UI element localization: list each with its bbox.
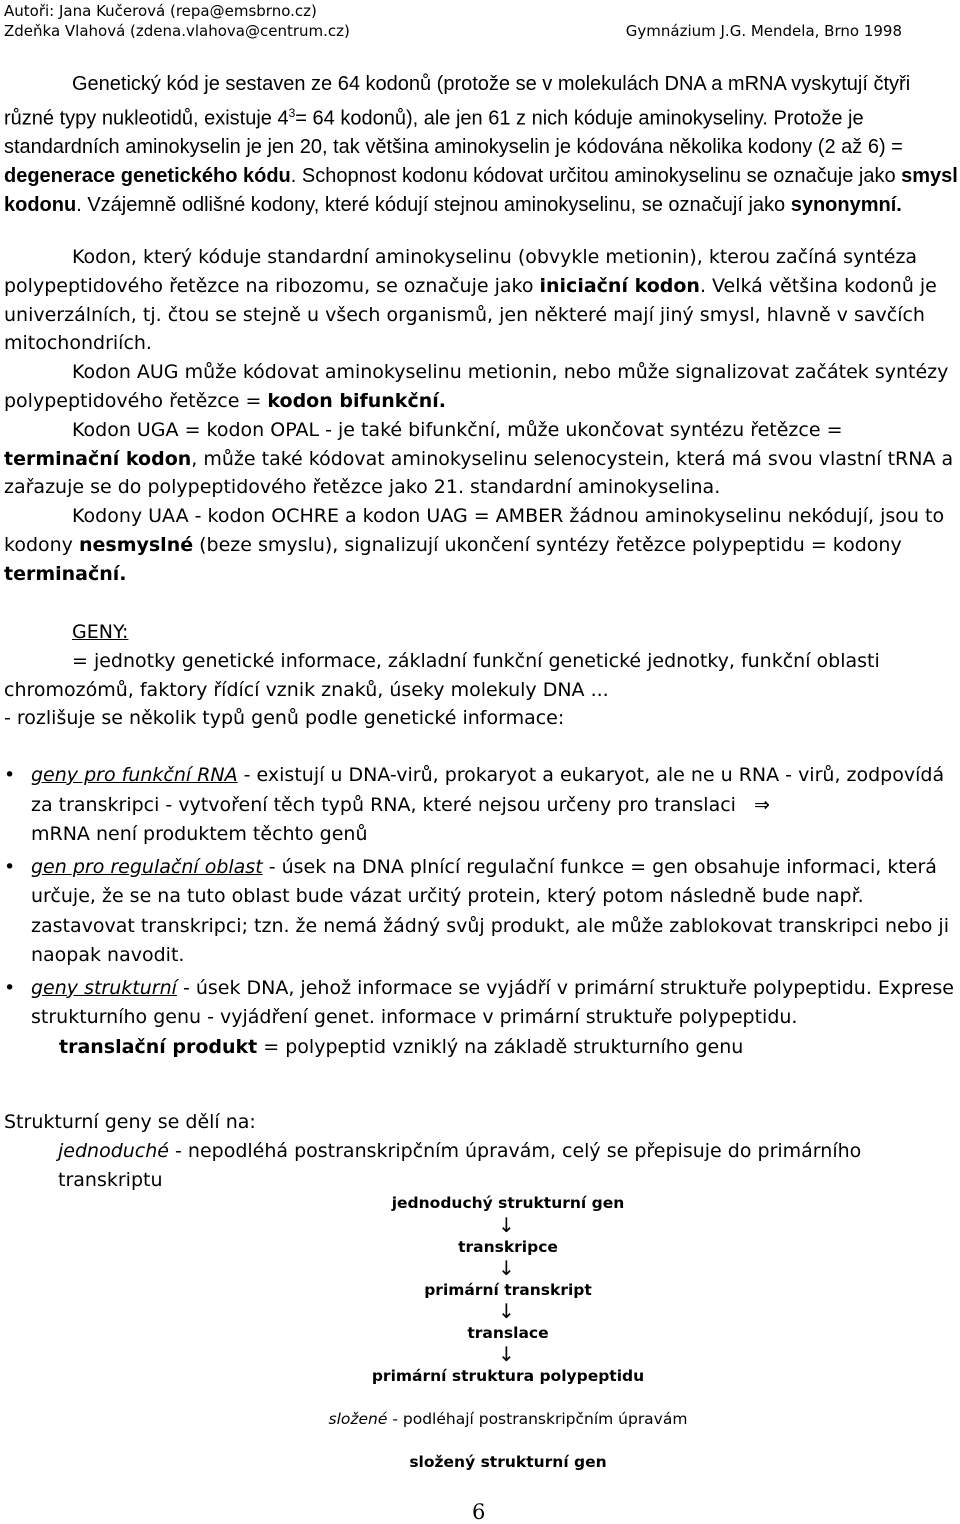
term-complex: složené xyxy=(328,1410,388,1428)
term-synonymous: synonymní. xyxy=(790,193,902,216)
text-run: - podléhají postranskripčním úpravám xyxy=(387,1410,688,1428)
text-run: - nepodléhá postranskripčním úpravám, celý se přepisuje do primárního transkriptu xyxy=(58,1139,862,1191)
term-codon-sense: smysl kodonu xyxy=(4,165,958,216)
term-structural-genes: geny strukturní xyxy=(31,976,177,999)
structural-genes-intro xyxy=(4,1108,958,1194)
paragraph-genetic-code xyxy=(4,70,958,220)
text-run: Kodon, který kóduje standardní aminokyselinu (obvykle metionin), kterou začíná syntéza polypeptidového řetězce na ribozomu, se označuje jako xyxy=(4,246,918,297)
superscript: 3 xyxy=(288,105,296,120)
down-arrow-icon: ↓ xyxy=(498,1342,515,1366)
text-run: = polypeptid vzniklý na základě strukturního genu xyxy=(257,1035,744,1058)
term-simple: jednoduché xyxy=(58,1139,169,1162)
text-run: = 64 kodonů), ale jen 61 z nich kóduje aminokyseliny. Protože je standardních aminokyselin je jen 20, tak většina aminokyselin je kódována několika kodony (2 až 6) = xyxy=(4,107,903,159)
term-initiation-codon: iniciační kodon xyxy=(539,274,700,297)
flow-step-complex-gene: složený strukturní gen xyxy=(409,1453,607,1471)
genes-definition: = jednotky genetické informace, základní funkční genetické jednotky, funkční oblasti chromozómů, faktory řídící vznik znaků, úseky molekuly DNA ... xyxy=(4,649,880,701)
text-run: mRNA není produktem těchto genů xyxy=(31,823,368,845)
genes-types-intro: - rozlišuje se několik typů genů podle genetické informace: xyxy=(4,707,565,730)
implies-arrow-icon: ⇒ xyxy=(754,793,770,816)
author-line-1: Autoři: Jana Kučerová (repa@emsbrno.cz) xyxy=(4,2,317,20)
text-run: , může také kódovat aminokyselinu selenocystein, která má svou vlastní tRNA a zařazuje se do polypeptidového řetězce jako 21. standardní aminokyselina. xyxy=(4,447,954,499)
down-arrow-icon: ↓ xyxy=(498,1256,515,1280)
page-number: 6 xyxy=(472,1500,486,1524)
school-line: Gymnázium J.G. Mendela, Brno 1998 xyxy=(625,22,902,40)
gene-types-list xyxy=(4,761,958,1065)
term-degeneration: degenerace genetického kódu xyxy=(4,165,291,188)
paragraph-initiation xyxy=(4,243,958,358)
term-nonsense: nesmyslné xyxy=(78,533,194,556)
translation-product-line xyxy=(31,1033,743,1063)
structural-intro-text: Strukturní geny se dělí na: xyxy=(4,1111,256,1133)
down-arrow-icon: ↓ xyxy=(498,1213,515,1237)
bullet-icon: • xyxy=(4,764,16,786)
text-run: Kodon UGA = kodon OPAL - je také bifunkční, může ukončovat syntézu řetězce = xyxy=(72,418,843,441)
flow-step-translation: translace xyxy=(467,1324,549,1342)
term-translation-product: translační produkt xyxy=(59,1035,258,1058)
genes-heading xyxy=(4,618,958,647)
bullet-icon: • xyxy=(4,855,16,878)
paragraph-uaa-uag xyxy=(4,502,958,588)
flow-step-gene: jednoduchý strukturní gen xyxy=(391,1194,625,1212)
list-item xyxy=(4,974,958,1063)
term-termination-codon: terminační kodon xyxy=(4,447,192,470)
complex-genes-line xyxy=(0,1410,960,1428)
term-functional-rna-genes: geny pro funkční RNA xyxy=(31,764,238,786)
paragraph-uga xyxy=(4,416,958,502)
text-run: Kodony UAA - kodon OCHRE a kodon UAG = AMBER žádnou aminokyselinu nekódují, jsou to kodony xyxy=(4,505,945,556)
text-run: . Vzájemně odlišné kodony, které kódují stejnou aminokyselinu, se označují jako xyxy=(76,193,791,216)
term-regulatory-gene: gen pro regulační oblast xyxy=(31,855,263,878)
text-run: Kodon AUG může kódovat aminokyselinu metionin, nebo může signalizovat začátek syntézy polypeptidového řetězce = xyxy=(4,361,949,412)
text-run: - úsek na DNA plnící regulační funkce = gen obsahuje informaci, která určuje, že se na tuto oblast bude vázat určitý protein, který potom následně bude např. zastavovat transkripci; tzn. že nemá žádný svůj produkt, ale může zablokovat transkripci nebo ji naopak navodit. xyxy=(31,855,949,966)
heading-text: GENY: xyxy=(72,621,129,643)
author-line-2: Zdeňka Vlahová (zdena.vlahova@centrum.cz) xyxy=(4,22,350,40)
paragraph-aug xyxy=(4,358,958,416)
genetic-code-text xyxy=(4,70,958,220)
term-bifunctional: kodon bifunkční. xyxy=(267,389,446,412)
list-item xyxy=(4,761,958,850)
flow-step-primary-transcript: primární transkript xyxy=(424,1281,592,1299)
genes-section xyxy=(4,618,958,733)
text-run: . Velká většina kodonů je univerzálních, tj. čtou se stejně u všech organismů, jen některé mají jiný smysl, hlavně v savčích mitochondriích. xyxy=(4,274,937,355)
text-run: - existují u DNA-virů, prokaryot a eukaryot, ale ne u RNA - virů, zodpovídá za transkripci - vytvoření těch typů RNA, které nejsou určeny pro translaci xyxy=(31,764,945,816)
list-item xyxy=(4,853,958,971)
flow-step-primary-structure: primární struktura polypeptidu xyxy=(371,1367,645,1385)
text-run: Genetický kód je sestaven ze 64 kodonů (protože se v molekulách DNA a mRNA vyskytují čtyři různé typy nukleotidů, existuje 4 xyxy=(4,73,911,130)
bullet-icon: • xyxy=(4,976,16,999)
text-run: . Schopnost kodonu kódovat určitou aminokyselinu se označuje jako xyxy=(290,165,902,188)
text-run: (beze smyslu), signalizují ukončení syntézy řetězce polypeptidu = kodony xyxy=(193,533,902,556)
simple-genes-line xyxy=(4,1137,958,1195)
text-run: - úsek DNA, jehož informace se vyjádří v primární struktuře polypeptidu. Exprese strukturního genu - vyjádření genet. informace v primární struktuře polypeptidu. xyxy=(31,976,954,1028)
codon-paragraphs xyxy=(4,243,958,589)
down-arrow-icon: ↓ xyxy=(498,1299,515,1323)
term-terminating: terminační. xyxy=(4,562,127,585)
flow-step-transcription: transkripce xyxy=(458,1238,558,1256)
